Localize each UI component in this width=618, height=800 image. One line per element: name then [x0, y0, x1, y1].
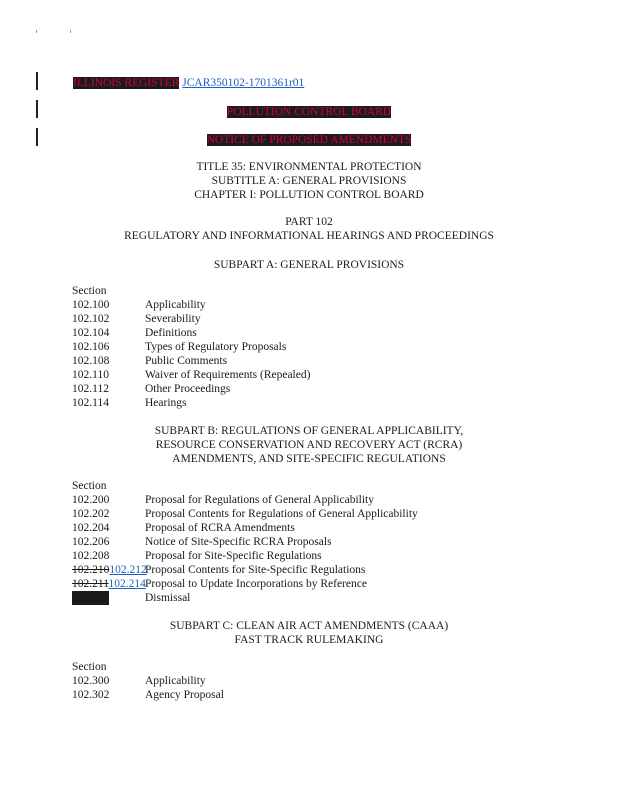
table-row [0, 396, 618, 410]
section-number: 102.202 [72, 508, 110, 520]
table-row [0, 312, 618, 326]
chapter-heading: CHAPTER I: POLLUTION CONTROL BOARD [194, 189, 424, 201]
section-title: Proposal for Site-Specific Regulations [145, 550, 322, 562]
inserted-section-number: 102.212 [109, 564, 147, 576]
document-code: JCAR350102-1701361r01 [182, 77, 305, 89]
table-row [0, 298, 618, 312]
section-number: 102.102 [72, 313, 110, 325]
section-number: 102.302 [72, 689, 110, 701]
section-number: 102.112 [72, 383, 109, 395]
part-number: PART 102 [285, 216, 333, 228]
section-number: 102.100 [72, 299, 110, 311]
section-title: Proposal Contents for Regulations of General Applicability [145, 508, 418, 520]
table-row [0, 549, 618, 563]
amended-row [0, 577, 618, 591]
section-number-group [72, 563, 147, 577]
section-number: 102.110 [72, 369, 109, 381]
section-title: Agency Proposal [145, 689, 224, 701]
section-title: Proposal Contents for Site-Specific Regulations [145, 564, 366, 576]
header-register-line [73, 76, 304, 90]
deleted-section-number: 102.211 [72, 578, 109, 590]
subtitle-heading: SUBTITLE A: GENERAL PROVISIONS [211, 175, 407, 187]
section-title: Applicability [145, 299, 206, 311]
section-title: Public Comments [145, 355, 228, 367]
scan-mark [70, 30, 71, 33]
title-heading: TITLE 35: ENVIRONMENTAL PROTECTION [196, 161, 422, 173]
subpart-b-heading-line2: RESOURCE CONSERVATION AND RECOVERY ACT (RCRA) [155, 439, 463, 451]
scan-mark [36, 30, 37, 33]
section-title: Waiver of Requirements (Repealed) [145, 369, 311, 381]
table-row [0, 674, 618, 688]
subpart-b-heading-line1: SUBPART B: REGULATIONS OF GENERAL APPLICABILITY, [154, 425, 464, 437]
part-name: REGULATORY AND INFORMATIONAL HEARINGS AND PROCEEDINGS [124, 230, 494, 242]
section-title: Notice of Site-Specific RCRA Proposals [145, 536, 332, 548]
section-number: 102.206 [72, 536, 110, 548]
section-title: Severability [145, 313, 201, 325]
table-row [0, 354, 618, 368]
redacted-row [0, 591, 618, 605]
section-title: Proposal of RCRA Amendments [145, 522, 295, 534]
section-title: Types of Regulatory Proposals [145, 341, 287, 353]
section-number: 102.200 [72, 494, 110, 506]
amended-row [0, 563, 618, 577]
section-title: Dismissal [145, 592, 191, 604]
section-title: Applicability [145, 675, 206, 687]
redacted-section-number: 102.212 [72, 592, 110, 604]
section-number: 102.114 [72, 397, 109, 409]
table-row [0, 493, 618, 507]
section-label: Section [72, 661, 107, 673]
table-row [0, 507, 618, 521]
table-row [0, 521, 618, 535]
table-row [0, 688, 618, 702]
table-row [0, 382, 618, 396]
table-row [0, 340, 618, 354]
section-title: Proposal to Update Incorporations by Reference [145, 578, 367, 590]
table-row [0, 368, 618, 382]
inserted-section-number: 102.214 [108, 578, 146, 590]
redacted-notice: NOTICE OF PROPOSED AMENDMENTS [206, 134, 412, 146]
section-title: Definitions [145, 327, 197, 339]
redacted-board-name: POLLUTION CONTROL BOARD [226, 106, 392, 118]
board-name-line [0, 105, 618, 119]
subpart-c-heading-line1: SUBPART C: CLEAN AIR ACT AMENDMENTS (CAAA) [169, 620, 449, 632]
section-title: Other Proceedings [145, 383, 231, 395]
section-number-group [72, 577, 146, 591]
section-label: Section [72, 480, 107, 492]
section-title: Hearings [145, 397, 187, 409]
deleted-section-number: 102.210 [72, 564, 110, 576]
subpart-a-heading: SUBPART A: GENERAL PROVISIONS [213, 259, 405, 271]
section-label: Section [72, 285, 107, 297]
section-number: 102.104 [72, 327, 110, 339]
subpart-b-heading-line3: AMENDMENTS, AND SITE-SPECIFIC REGULATIONS [172, 453, 446, 465]
section-number: 102.204 [72, 522, 110, 534]
subpart-c-heading-line2: FAST TRACK RULEMAKING [234, 634, 384, 646]
section-number: 102.106 [72, 341, 110, 353]
change-bar [36, 72, 38, 90]
redacted-register-name: ILLINOIS REGISTER [73, 77, 180, 89]
section-number: 102.300 [72, 675, 110, 687]
table-row [0, 535, 618, 549]
section-number: 102.208 [72, 550, 110, 562]
notice-line [0, 133, 618, 147]
section-title: Proposal for Regulations of General Applicability [145, 494, 374, 506]
table-row [0, 326, 618, 340]
section-number: 102.108 [72, 355, 110, 367]
